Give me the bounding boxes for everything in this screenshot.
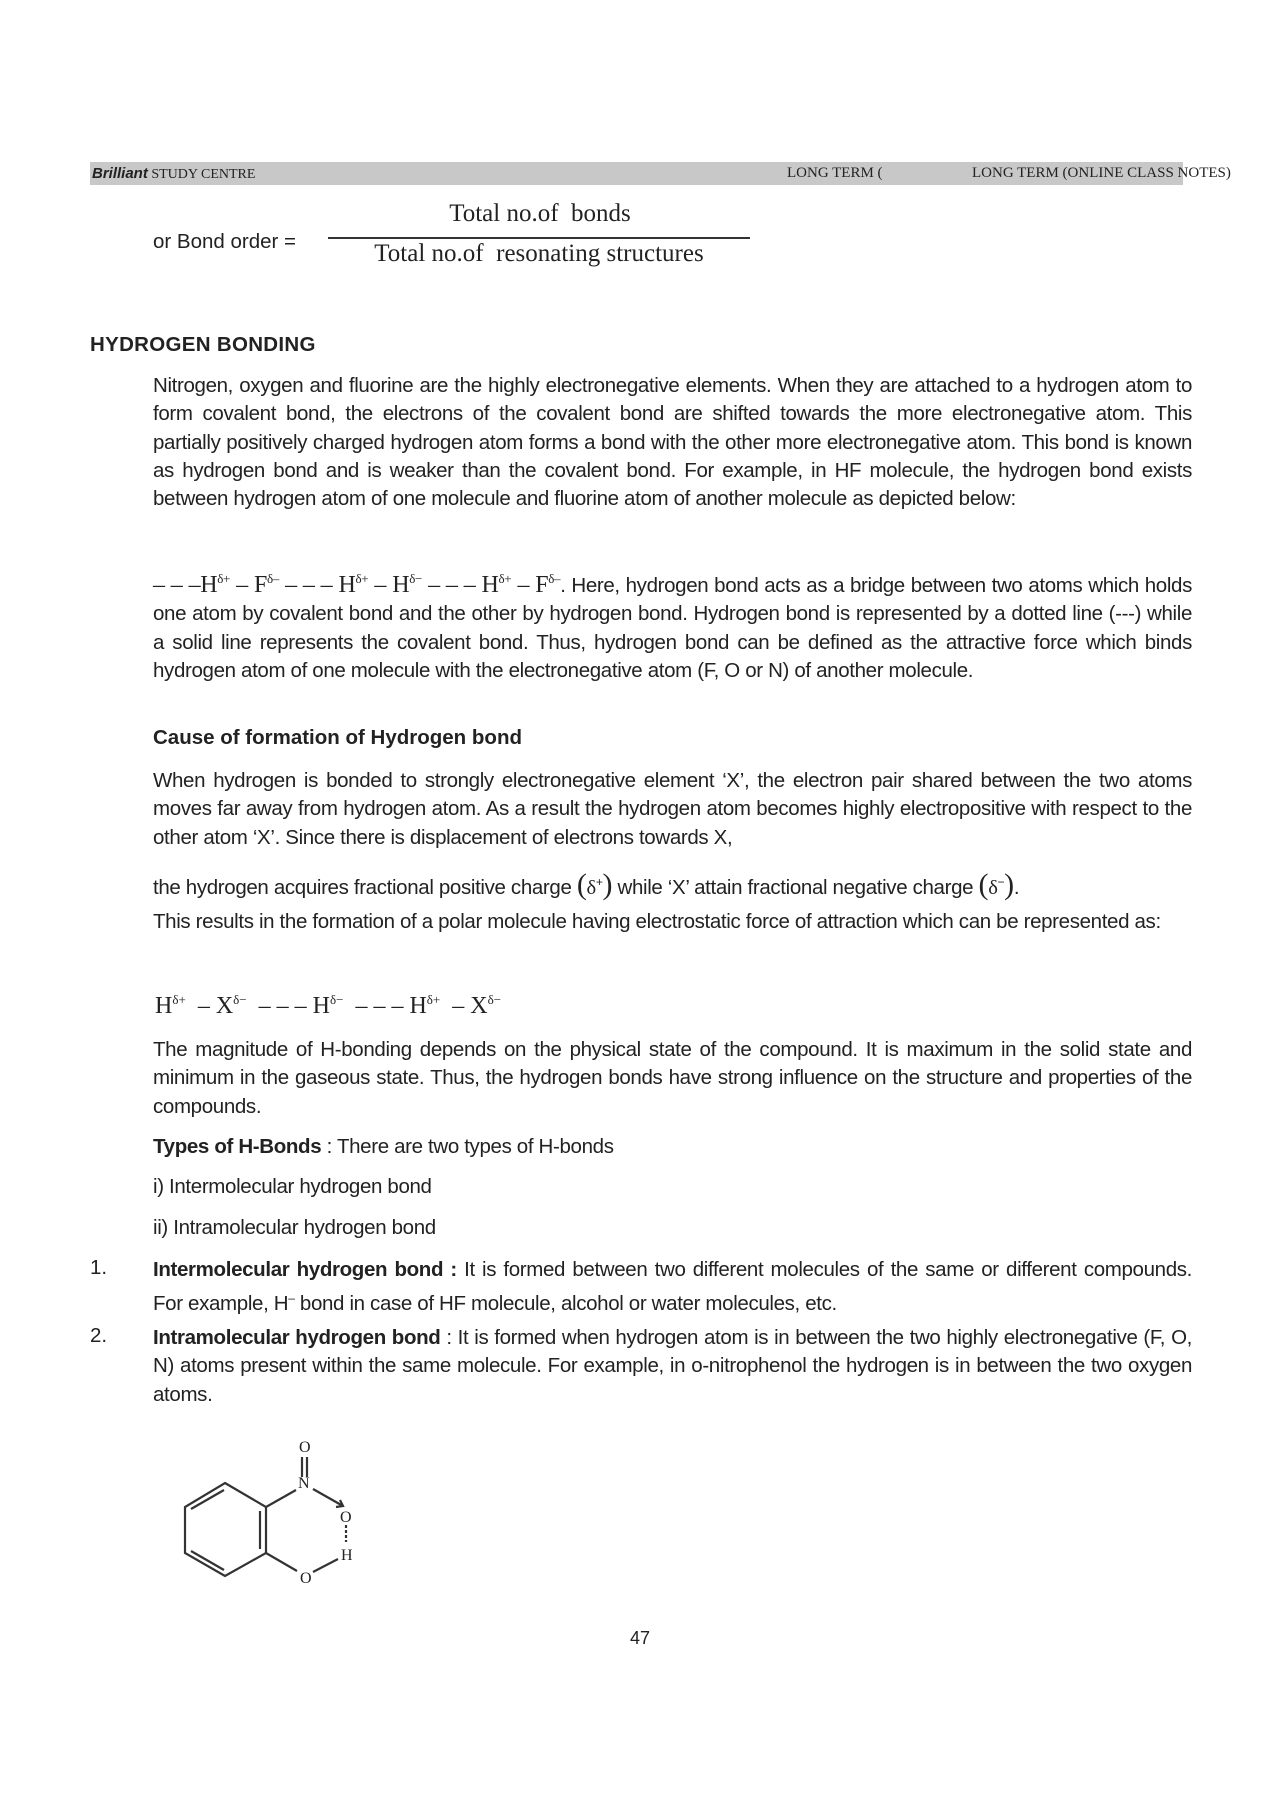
oxygen-label: O (299, 1439, 311, 1456)
brand (92, 165, 255, 183)
oxygen-label: O (340, 1509, 352, 1526)
header-right: LONG TERM (ONLINE CLASS NOTES) (972, 165, 1231, 181)
magnitude-paragraph: The magnitude of H-bonding depends on the physical state of the compound. It is maximum in the solid state and minimum in the gaseous state. Thus, the hydrogen bonds have strong influence on the structure and properties of the compounds. (153, 1038, 1192, 1118)
hx-formula: $H^{\delta+} - X^{\delta-}$ – – – $H^{\delta-}$ – – – $H^{\delta+} - X^{\delta-}$ (155, 992, 502, 1019)
hydrogen-label: H (341, 1547, 353, 1564)
cause-paragraph: When hydrogen is bonded to strongly electronegative element ‘X’, the electron pair shared between the two atoms moves far away from hydrogen atom. As a result the hydrogen atom becomes highly electropositive with respect to the other atom ‘X’. Since there is displacement of electrons towards X, (153, 769, 1192, 849)
bond-order-label: or Bond order = (153, 230, 297, 253)
intermolecular-item: Intermolecular hydrogen bond : It is formed between two different molecules of the same or different compounds. For example, H– bond in case of HF molecule, alcohol or water molecules, etc. (153, 1258, 1193, 1316)
item-number: 1. (90, 1256, 108, 1279)
types-line: Types of H-Bonds : There are two types of H-bonds (153, 1135, 614, 1158)
polar-paragraph: This results in the formation of a polar molecule having electrostatic force of attraction which can be represented as: (153, 910, 1161, 933)
o-nitrophenol-structure (140, 1420, 440, 1620)
hf-formula: – – $-H^{\delta+} - F^{\delta-}$ – – – $H^{\delta+} - H^{\delta-}$ – – – $H^{\delta+} - F^{\delta-}$ (153, 571, 561, 598)
intramolecular-item: Intramolecular hydrogen bond : It is formed when hydrogen atom is in between the two highly electronegative (F, O, N) atoms present within the same molecule. For example, in o-nitrophenol the hydrogen is in between the two oxygen atoms. (153, 1326, 1193, 1406)
item-number: 2. (90, 1324, 108, 1347)
type-ii: ii) Intramolecular hydrogen bond (153, 1216, 436, 1239)
brand-bold: Brilliant (92, 165, 148, 182)
intro-paragraph: Nitrogen, oxygen and fluorine are the highly electronegative elements. When they are attached to a hydrogen atom to form covalent bond, the electrons of the covalent bond are shifted towards the more electronegative atom. This partially positively charged hydrogen atom forms a bond with the other more electronegative atom. This bond is known as hydrogen bond and is weaker than the covalent bond. For example, in HF molecule, the hydrogen bond exists between hydrogen atom of one molecule and fluorine atom of another molecule as depicted below: (153, 374, 1192, 511)
header-mid: LONG TERM ( (787, 165, 883, 181)
fraction-numerator: Total no.of bonds (449, 200, 631, 227)
fraction-bar (328, 237, 750, 239)
formula1-paragraph: – – $-H^{\delta+} - F^{\delta-}$ – – – $H^{\delta+} - H^{\delta-}$ – – – $H^{\delta+} - F^{\delta-}$. Here, hydrogen bond acts as a bridge between two atoms which holds one atom by covalent bond and the other by hydrogen bond. Hydrogen bond is represented by a dotted line (---) while a solid line represents the covalent bond. Thus, hydrogen bond can be defined as the attractive force which binds hydrogen atom of one molecule with the electronegative atom (F, O or N) of another molecule. (153, 571, 1193, 682)
fraction-denominator: Total no.of resonating structures (374, 240, 704, 267)
page-number: 47 (629, 1628, 651, 1648)
cause-title: Cause of formation of Hydrogen bond (153, 726, 522, 749)
type-i: i) Intermolecular hydrogen bond (153, 1175, 432, 1198)
charge-line: the hydrogen acquires fractional positive charge (δ+) while ‘X’ attain fractional negative charge (δ−). (153, 867, 1020, 901)
nitrogen-label: N (298, 1475, 310, 1492)
section-title: HYDROGEN BONDING (90, 333, 316, 356)
oxygen-label: O (300, 1570, 312, 1587)
brand-rest: STUDY CENTRE (151, 167, 256, 182)
